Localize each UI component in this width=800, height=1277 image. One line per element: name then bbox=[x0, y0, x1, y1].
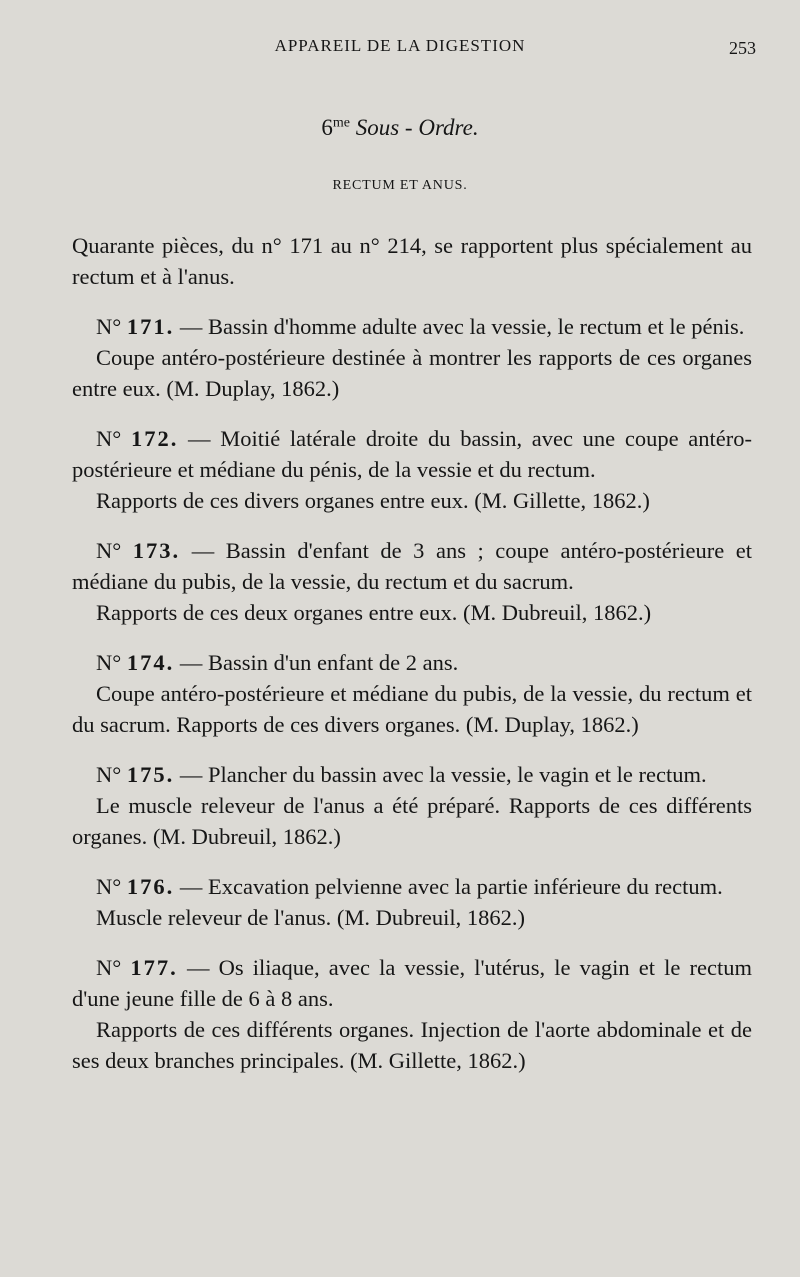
entry-description bbox=[72, 535, 752, 597]
suborder-heading bbox=[0, 115, 800, 141]
entry-description bbox=[72, 311, 752, 342]
entry-text: — Moitié latérale droite du bassin, avec une coupe antéro-postérieure et médiane du pénis, de la vessie et du rectum. bbox=[72, 426, 752, 482]
entry-note: Le muscle releveur de l'anus a été préparé. Rapports de ces différents organes. (M. Dubreuil, 1862.) bbox=[72, 793, 752, 849]
entry-text: — Os iliaque, avec la vessie, l'utérus, le vagin et le rectum d'une jeune fille de 6 à 8 ans. bbox=[72, 955, 753, 1011]
catalog-entry-171 bbox=[72, 311, 752, 404]
catalog-entry-173 bbox=[72, 535, 752, 628]
entry-description bbox=[72, 952, 752, 1014]
entry-label: N° bbox=[96, 426, 122, 451]
entry-label: N° bbox=[96, 762, 122, 787]
entry-number: 174. bbox=[126, 650, 175, 675]
catalog-entry-175 bbox=[72, 759, 752, 852]
entry-note: Rapports de ces divers organes entre eux. (M. Gillette, 1862.) bbox=[96, 488, 650, 513]
catalog-entry-174 bbox=[72, 647, 752, 740]
entry-note: Rapports de ces différents organes. Injection de l'aorte abdominale et de ses deux branches principales. (M. Gillette, 1862.) bbox=[72, 1017, 752, 1073]
entry-number: 177. bbox=[130, 955, 178, 980]
entry-label: N° bbox=[96, 538, 122, 563]
entry-text: — Bassin d'enfant de 3 ans ; coupe antéro-postérieure et médiane du pubis, de la vessie, du rectum et du sacrum. bbox=[72, 538, 752, 594]
entry-text: — Plancher du bassin avec la vessie, le vagin et le rectum. bbox=[179, 762, 707, 787]
entry-note: Coupe antéro-postérieure destinée à montrer les rapports de ces organes entre eux. (M. Duplay, 1862.) bbox=[72, 345, 752, 401]
entry-description bbox=[72, 647, 752, 678]
entry-description bbox=[72, 423, 752, 485]
page-header bbox=[0, 36, 800, 60]
entry-description bbox=[72, 759, 752, 790]
suborder-suffix: me bbox=[332, 115, 350, 131]
entry-label: N° bbox=[96, 650, 122, 675]
page-number: 253 bbox=[729, 38, 756, 58]
entry-label: N° bbox=[96, 314, 122, 339]
entry-text: — Excavation pelvienne avec la partie inférieure du rectum. bbox=[179, 874, 723, 899]
running-title: APPAREIL DE LA DIGESTION bbox=[274, 36, 526, 55]
entry-note: Coupe antéro-postérieure et médiane du pubis, de la vessie, du rectum et du sacrum. Rapports de ces divers organes. (M. Duplay, 1862.) bbox=[72, 681, 752, 737]
entry-note: Rapports de ces deux organes entre eux. (M. Dubreuil, 1862.) bbox=[96, 600, 652, 625]
entry-label: N° bbox=[96, 955, 122, 980]
catalog-entry-177 bbox=[72, 952, 752, 1076]
intro-paragraph: Quarante pièces, du n° 171 au n° 214, se rapportent plus spécialement au rectum et à l'anus. bbox=[72, 233, 752, 289]
entry-text: — Bassin d'homme adulte avec la vessie, le rectum et le pénis. bbox=[179, 314, 745, 339]
entry-description bbox=[72, 871, 752, 902]
catalog-entry-176 bbox=[72, 871, 752, 933]
catalog-entry-172 bbox=[72, 423, 752, 516]
entry-number: 173. bbox=[132, 538, 181, 563]
entry-number: 175. bbox=[126, 762, 175, 787]
entry-number: 172. bbox=[130, 426, 179, 451]
suborder-number: 6 bbox=[321, 115, 333, 140]
suborder-label: Sous - Ordre. bbox=[355, 115, 479, 140]
entry-text: — Bassin d'un enfant de 2 ans. bbox=[179, 650, 459, 675]
entry-note: Muscle releveur de l'anus. (M. Dubreuil, 1862.) bbox=[96, 905, 525, 930]
page-body bbox=[72, 230, 752, 1076]
entry-label: N° bbox=[96, 874, 122, 899]
entry-number: 171. bbox=[126, 314, 175, 339]
section-title: RECTUM ET ANUS. bbox=[332, 178, 468, 193]
entry-number: 176. bbox=[126, 874, 175, 899]
